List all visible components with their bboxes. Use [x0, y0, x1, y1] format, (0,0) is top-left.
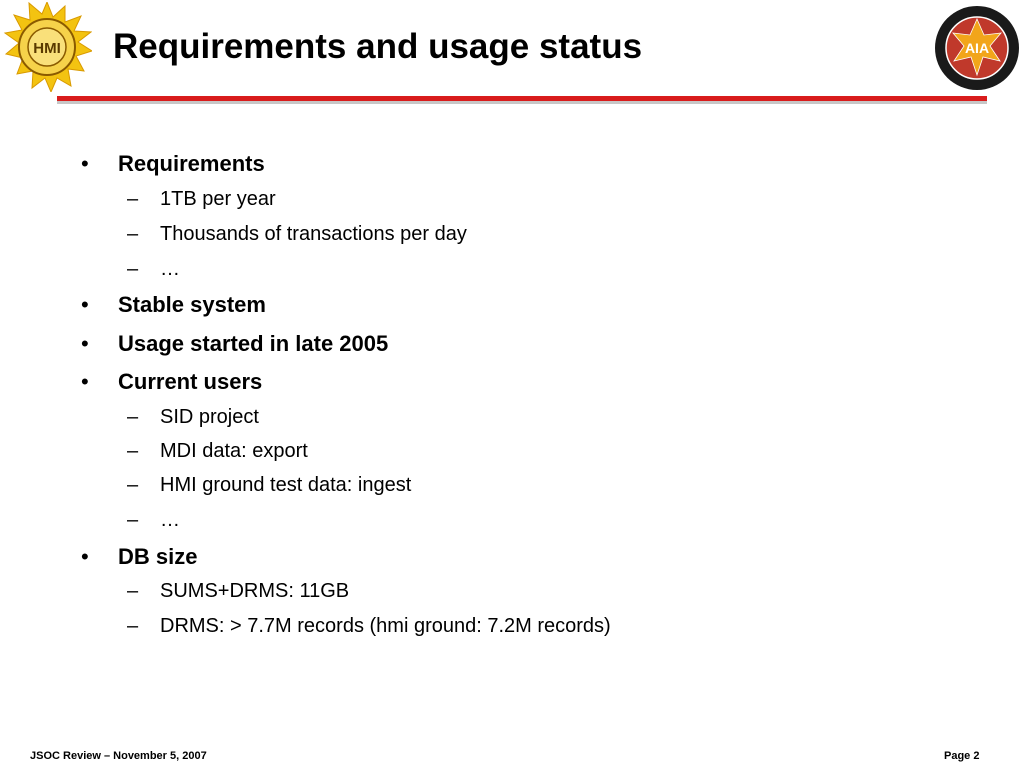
bullet-marker: •: [81, 292, 89, 317]
bullet-marker: •: [81, 369, 89, 394]
sub-bullet-marker: –: [127, 188, 139, 210]
sub-bullet-marker: –: [127, 406, 139, 428]
sub-bullet-marker: –: [127, 474, 139, 496]
sub-bullet-marker: –: [127, 258, 139, 280]
sub-bullet-marker: –: [127, 509, 139, 531]
sub-bullet-text: MDI data: export: [160, 440, 308, 462]
sub-bullet-text: …: [160, 509, 180, 531]
sub-bullet-marker: –: [127, 223, 139, 245]
bullet-marker: •: [81, 331, 89, 356]
bullet-text: Usage started in late 2005: [118, 331, 389, 356]
sub-bullet-marker: –: [127, 580, 139, 602]
sub-bullet-text: DRMS: > 7.7M records (hmi ground: 7.2M records): [160, 615, 611, 637]
bullet-marker: •: [81, 151, 89, 176]
footer-review-date: JSOC Review – November 5, 2007: [30, 750, 207, 762]
footer-page-number: Page 2: [944, 750, 980, 762]
sub-bullet-marker: –: [127, 615, 139, 637]
sub-bullet-text: SUMS+DRMS: 11GB: [160, 580, 350, 602]
sub-bullet-text: 1TB per year: [160, 188, 276, 210]
bullet-text: Requirements: [118, 151, 265, 176]
sub-bullet-text: Thousands of transactions per day: [160, 223, 467, 245]
page-title: Requirements and usage status: [113, 27, 643, 66]
bullet-marker: •: [81, 544, 89, 569]
sub-bullet-marker: –: [127, 440, 139, 462]
aia-logo-text: AIA: [964, 40, 990, 56]
hmi-logo-text: HMI: [33, 40, 61, 57]
sub-bullet-text: HMI ground test data: ingest: [160, 474, 412, 496]
sub-bullet-text: …: [160, 258, 180, 280]
sub-bullet-text: SID project: [160, 406, 259, 428]
bullet-text: Stable system: [118, 292, 266, 317]
bullet-text: Current users: [118, 369, 263, 394]
bullet-text: DB size: [118, 544, 198, 569]
